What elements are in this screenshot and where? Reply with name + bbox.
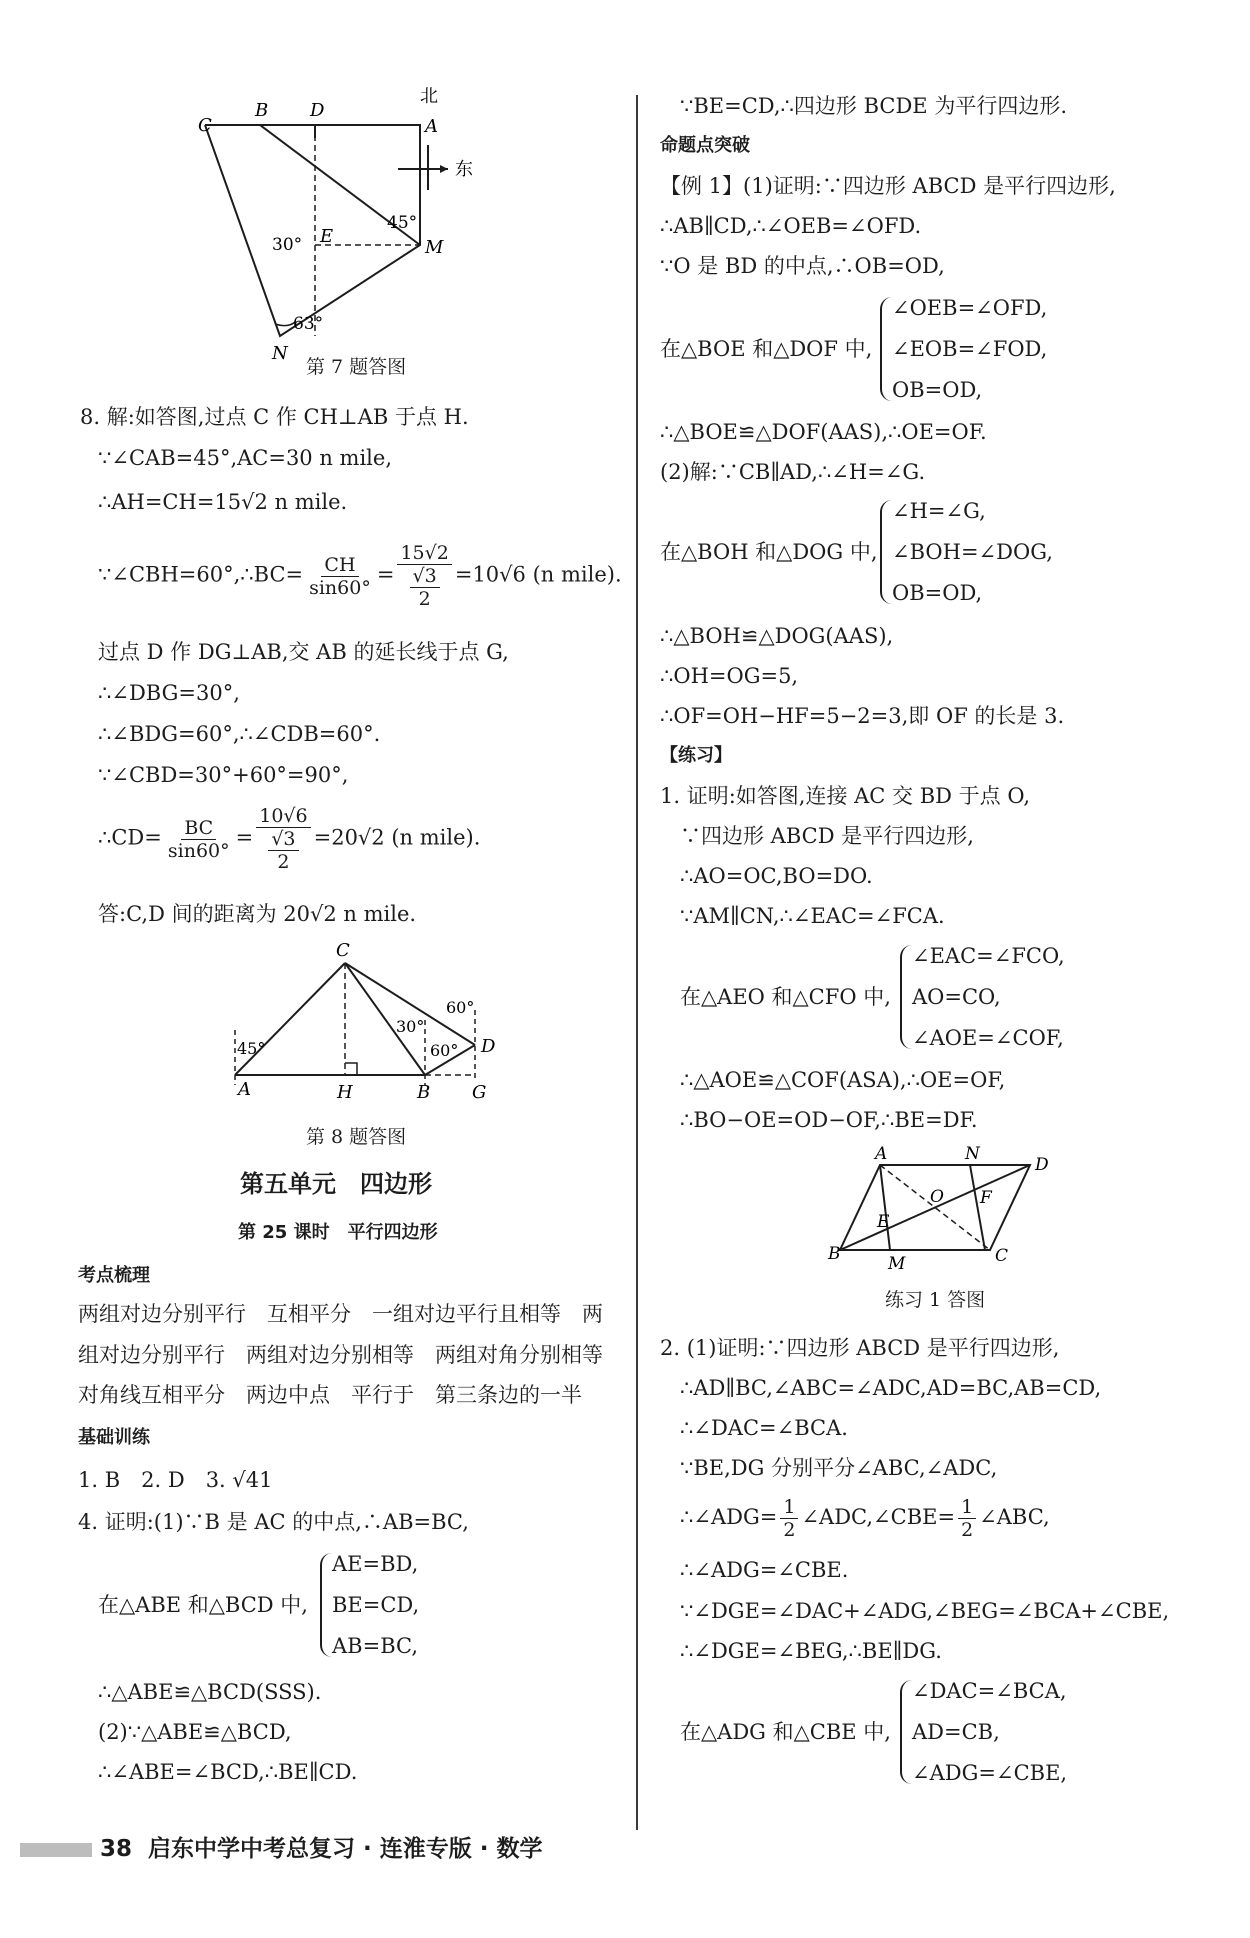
q8-line-9 [98,805,480,873]
fraction-15sqrt2-over-sqrt3-2 [397,542,451,610]
q8-line-7: ∴∠BDG=60°,∴∠CDB=60°. [98,722,381,746]
fraction-numerator: 1 [780,1496,798,1519]
fig7-label-e: E [320,226,334,247]
practice-1-line-4: ∵AM∥CN,∴∠EAC=∠FCA. [680,904,945,928]
equals-sign: = [235,825,254,850]
practice-2-line-5-post: ∠ABC, [979,1505,1050,1529]
ex1-label-b: B [828,1244,841,1264]
fraction-numerator: √3 [410,565,440,588]
q8-line-8: ∵∠CBD=30°+60°=90°, [98,763,349,787]
example-1-line-3: ∵O 是 BD 的中点,∴OB=OD, [660,254,945,278]
fraction-one-half [780,1496,798,1541]
fig7-label-b: B [255,100,269,121]
fig7-label-c: C [198,115,212,136]
fig7-east-label: 东 [455,159,473,180]
system-row: ∠ADG=∠CBE, [912,1761,1068,1785]
jichu-q4-line-1: 4. 证明:(1)∵B 是 AC 的中点,∴AB=BC, [78,1510,469,1534]
practice-2-line-5-mid: ∠ADC,∠CBE= [801,1505,956,1529]
kaodian-line-2: 组对边分别平行 两组对边分别相等 两组对角分别相等 [78,1343,603,1367]
ex1-label-m: M [888,1254,906,1274]
kaodian-line-1: 两组对边分别平行 互相平分 一组对边平行且相等 两 [78,1302,603,1326]
fig7-angle-45: 45° [387,213,418,233]
fraction-numerator: 1 [958,1496,976,1519]
q8-line-5: 过点 D 作 DG⊥AB,交 AB 的延长线于点 G, [98,640,509,664]
practice-2-line-1: 2. (1)证明:∵四边形 ABCD 是平行四边形, [660,1336,1060,1360]
practice-2-line-3: ∴∠DAC=∠BCA. [680,1416,848,1440]
figure-practice-1-caption: 练习 1 答图 [885,1289,986,1311]
fraction-denominator: 2 [418,588,431,610]
q8-line-3: ∴AH=CH=15√2 n mile. [98,490,348,514]
lesson-title: 第 25 课时 平行四边形 [238,1222,438,1243]
fraction-denominator: 2 [783,1519,796,1541]
q8-answer: 答:C,D 间的距离为 20√2 n mile. [98,902,417,926]
fraction-numerator: 15√2 [397,542,451,565]
fraction-denominator [407,565,443,610]
q8-line-4 [98,542,622,610]
system-row: AO=CO, [912,985,1001,1009]
fraction-denominator: sin60° [167,839,230,862]
ex1-label-c: C [995,1246,1009,1266]
column-divider [636,95,638,1830]
practice-2-line-5-pre: ∴∠ADG= [680,1505,778,1529]
practice-2-line-4: ∵BE,DG 分别平分∠ABC,∠ADC, [680,1456,998,1480]
fig7-label-m: M [425,237,444,258]
q8-line-9-pre: ∴CD= [98,825,162,850]
kaodian-line-3: 对角线互相平分 两边中点 平行于 第三条边的一半 [78,1383,582,1407]
fraction-numerator: 10√6 [256,805,310,828]
fraction-numerator: √3 [268,828,298,851]
q8-line-9-post: =20√2 (n mile). [313,825,481,850]
jichu-q4-line-5: ∴∠ABE=∠BCD,∴BE∥CD. [98,1760,358,1784]
system-3-label: 在△AEO 和△CFO 中, [680,985,891,1009]
footer [100,1830,543,1863]
system-row: AE=BD, [332,1552,419,1576]
figure-practice-1 [825,1145,1060,1280]
q8-line-4-pre: ∵∠CBH=60°,∴BC= [98,562,304,587]
example-1-line-5: (2)解:∵CB∥AD,∴∠H=∠G. [660,460,926,484]
system-4-label: 在△ADG 和△CBE 中, [680,1720,891,1744]
page-number: 38 [100,1836,133,1862]
practice-1-line-5: ∴△AOE≌△COF(ASA),∴OE=OF, [680,1068,1006,1092]
jichu-q4-line-4: (2)∵△ABE≌△BCD, [98,1720,292,1744]
example-1-line-8: ∴OF=OH−HF=5−2=3,即 OF 的长是 3. [660,704,1065,728]
system-row: ∠EOB=∠FOD, [892,337,1048,361]
fraction-denominator: sin60° [309,576,371,599]
practice-heading: 【练习】 [660,745,732,766]
nested-fraction [410,565,440,610]
system-1-label: 在△BOE 和△DOF 中, [660,337,873,361]
fig7-label-n: N [272,343,288,364]
fig8-angle-60-bottom: 60° [430,1041,459,1060]
fig7-label-d: D [310,100,325,121]
practice-1-line-1: 1. 证明:如答图,连接 AC 交 BD 于点 O, [660,784,1031,808]
fig8-angle-45: 45° [237,1039,266,1058]
fig7-north-label: 北 [420,86,438,107]
example-1-line-2: ∴AB∥CD,∴∠OEB=∠OFD. [660,214,922,238]
ex1-label-f: F [980,1188,992,1208]
fraction-bc-sin60 [165,817,233,862]
nested-fraction [268,828,298,873]
practice-1-line-3: ∴AO=OC,BO=DO. [680,864,873,888]
figure-8 [210,935,510,1110]
q8-line-1: 8. 解:如答图,过点 C 作 CH⊥AB 于点 H. [80,405,469,429]
ex1-label-d: D [1035,1155,1049,1175]
practice-2-line-7: ∵∠DGE=∠DAC+∠ADG,∠BEG=∠BCA+∠CBE, [680,1599,1170,1623]
fig8-caption: 第 8 题答图 [306,1126,407,1148]
system-row: AB=BC, [332,1634,419,1658]
example-1-line-1: 【例 1】(1)证明:∵四边形 ABCD 是平行四边形, [660,174,1116,198]
practice-2-line-2: ∴AD∥BC,∠ABC=∠ADC,AD=BC,AB=CD, [680,1376,1102,1400]
fig8-label-a: A [238,1079,251,1100]
fig7-label-a: A [425,116,438,137]
fraction-numerator: CH [321,554,358,577]
ex1-label-o: O [930,1187,944,1207]
system-row: ∠EAC=∠FCO, [912,944,1065,968]
q8-line-2: ∵∠CAB=45°,AC=30 n mile, [98,446,392,470]
q8-line-6: ∴∠DBG=30°, [98,681,240,705]
practice-2-line-8: ∴∠DGE=∠BEG,∴BE∥DG. [680,1639,942,1663]
unit-title: 第五单元 四边形 [240,1170,432,1198]
system-row: ∠AOE=∠COF, [912,1026,1064,1050]
practice-2-line-6: ∴∠ADG=∠CBE. [680,1558,849,1582]
fraction-denominator: 2 [961,1519,974,1541]
book-title: 启东中学中考总复习 · 连淮专版 · 数学 [148,1836,543,1862]
system-row: AD=CB, [912,1720,1000,1744]
fraction-one-half [958,1496,976,1541]
right-line-1: ∵BE=CD,∴四边形 BCDE 为平行四边形. [680,94,1067,118]
fraction-ch-sin60 [306,554,374,599]
jichu-q4-system-label: 在△ABE 和△BCD 中, [98,1593,308,1617]
fig8-label-c: C [336,940,350,961]
fig8-label-d: D [481,1036,496,1057]
fraction-10sqrt6-over-sqrt3-2 [256,805,310,873]
system-2-label: 在△BOH 和△DOG 中, [660,540,878,564]
footer-bar [20,1843,92,1857]
equals-sign: = [376,562,395,587]
ex1-label-e: E [877,1212,890,1232]
fig7-caption: 第 7 题答图 [306,356,407,378]
q8-line-4-post: =10√6 (n mile). [454,562,622,587]
practice-1-line-2: ∵四边形 ABCD 是平行四边形, [680,824,974,848]
practice-1-line-6: ∴BO−OE=OD−OF,∴BE=DF. [680,1108,978,1132]
fraction-denominator [265,828,301,873]
practice-2-line-5 [680,1496,1050,1541]
fraction-numerator: BC [181,817,216,840]
system-row: OB=OD, [892,581,983,605]
fig7-angle-63: 63° [293,314,324,334]
ex1-label-n: N [965,1144,980,1164]
jichu-heading: 基础训练 [78,1427,150,1448]
system-row: ∠DAC=∠BCA, [912,1679,1067,1703]
example-1-line-4: ∴△BOE≌△DOF(AAS),∴OE=OF. [660,420,987,444]
example-1-line-6: ∴△BOH≌△DOG(AAS), [660,624,894,648]
jichu-answers: 1. B 2. D 3. √41 [78,1468,273,1492]
system-row: ∠OEB=∠OFD, [892,296,1048,320]
system-row: ∠BOH=∠DOG, [892,540,1053,564]
kaodian-heading: 考点梳理 [78,1265,150,1286]
ex1-label-a: A [875,1144,888,1164]
fig7-angle-30: 30° [272,235,303,255]
system-row: BE=CD, [332,1593,420,1617]
fig8-angle-60-top: 60° [446,998,475,1017]
mingti-heading: 命题点突破 [660,135,750,156]
example-1-line-7: ∴OH=OG=5, [660,664,799,688]
fig8-label-b: B [417,1082,431,1103]
fig8-label-g: G [472,1082,487,1103]
system-row: ∠H=∠G, [892,499,986,523]
fraction-denominator: 2 [277,851,290,873]
fig8-label-h: H [337,1082,353,1103]
figure-7 [180,86,560,364]
system-row: OB=OD, [892,378,983,402]
jichu-q4-line-3: ∴△ABE≌△BCD(SSS). [98,1680,322,1704]
fig8-angle-30: 30° [396,1017,425,1036]
